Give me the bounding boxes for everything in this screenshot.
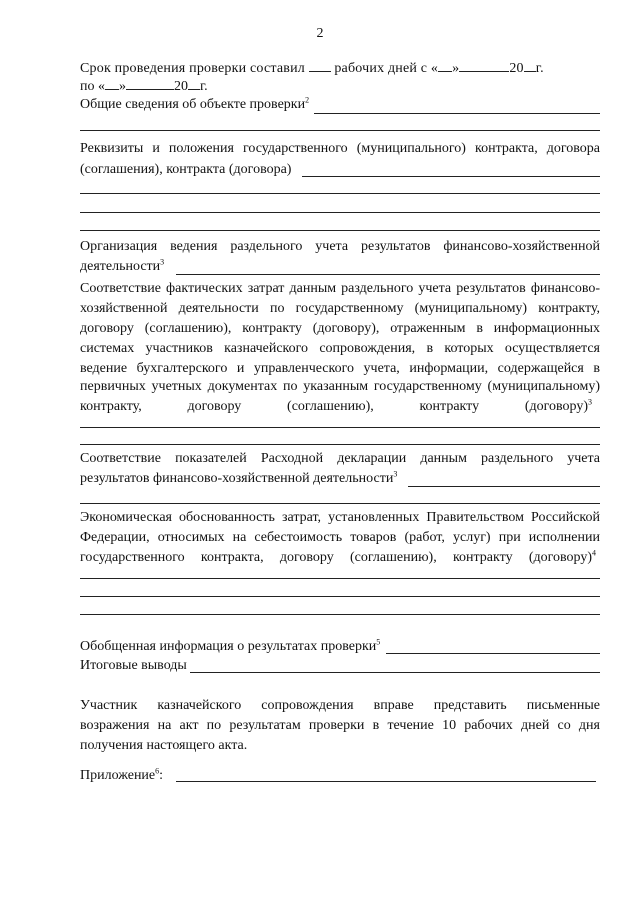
- appendix-text: Приложение: [80, 768, 156, 783]
- separate-accounting-text: деятельности: [80, 259, 161, 274]
- cost-conformity-rule-1: [80, 427, 600, 428]
- conclusions-label: Итоговые выводы: [80, 658, 187, 673]
- separate-accounting-fill-line: [176, 274, 600, 275]
- declaration-fill-line: [408, 486, 600, 487]
- general-info-rule: [80, 130, 600, 131]
- footnote-ref: 3: [588, 397, 592, 407]
- term-day-blank: [438, 60, 452, 72]
- term-to-month-blank: [126, 78, 174, 90]
- footnote-ref: 4: [592, 548, 596, 558]
- contract-details-fill-line: [302, 176, 600, 177]
- term-text-c: »: [452, 61, 460, 76]
- conclusions-fill-line: [190, 672, 600, 673]
- economic-rule-3: [80, 614, 600, 615]
- objections-line-1: Участник казначейского сопровождения вправе представить письменные: [80, 698, 600, 713]
- footnote-ref: 3: [393, 469, 398, 479]
- page-number: 2: [316, 26, 324, 41]
- term-to-year-blank: [188, 78, 200, 90]
- declaration-line-1: Соответствие показателей Расходной декларации данным раздельного учета: [80, 451, 600, 466]
- economic-text-3: государственного контракта, договору (соглашению), контракту (договору): [80, 550, 592, 565]
- contract-details-rule-1: [80, 193, 600, 194]
- footnote-ref: 2: [305, 95, 310, 105]
- economic-rule-2: [80, 596, 600, 597]
- economic-rule-1: [80, 578, 600, 579]
- term-text-b: рабочих дней с «: [334, 61, 439, 76]
- term-year-blank: [524, 60, 536, 72]
- objections-line-3: получения настоящего акта.: [80, 738, 248, 753]
- cost-conformity-line-3: договору (соглашению), контракту (договору), отраженным в информационных: [80, 321, 600, 336]
- summary-text: Обобщенная информация о результатах проверки: [80, 639, 377, 654]
- cost-conformity-line-7: [80, 398, 596, 416]
- term-to-prefix: по «: [80, 79, 105, 94]
- term-days-blank: [309, 60, 331, 72]
- contract-details-line-1: Реквизиты и положения государственного (муниципального) контракта, договора: [80, 141, 600, 156]
- objections-line-2: возражения на акт по результатам проверки в течение 10 рабочих дней со дня: [80, 718, 600, 733]
- inspection-term-line-2: [80, 78, 600, 96]
- general-info-fill-line: [314, 113, 600, 114]
- cost-conformity-text-7: контракту, договору (соглашению), контракту (договору): [80, 399, 588, 414]
- economic-line-2: Федерации, относимых на себестоимость товаров (работ, услуг) при исполнении: [80, 530, 600, 545]
- inspection-term-line-1: [80, 60, 600, 78]
- term-year-prefix: 20: [509, 61, 524, 76]
- appendix-label: [80, 767, 600, 785]
- separate-accounting-line-1: Организация ведения раздельного учета результатов финансово-хозяйственной: [80, 239, 600, 254]
- cost-conformity-line-5: ведение бухгалтерского и управленческого учета, информации, содержащейся в: [80, 361, 600, 376]
- contract-details-line-2: (соглашения), контракта (договора): [80, 162, 292, 177]
- cost-conformity-line-4: системах участников казначейского сопровождения, в которых осуществляется: [80, 341, 600, 356]
- cost-conformity-line-1: Соответствие фактических затрат данным раздельного учета результатов финансово-: [80, 281, 600, 296]
- term-to-day-blank: [105, 78, 119, 90]
- term-month-blank: [459, 60, 509, 72]
- footnote-ref: 3: [160, 257, 165, 267]
- cost-conformity-line-6: первичных учетных документах по указанным государственному (муниципальному): [80, 379, 600, 394]
- term-to-quote: »: [119, 79, 126, 94]
- appendix-fill-line: [176, 781, 596, 782]
- term-text-a: Срок проведения проверки составил: [80, 61, 305, 76]
- appendix-colon: :: [159, 768, 164, 783]
- economic-line-3: [80, 549, 600, 567]
- general-info-label: [80, 96, 600, 114]
- general-info-text: Общие сведения об объекте проверки: [80, 97, 306, 112]
- term-year-suffix: г.: [535, 61, 544, 76]
- term-to-year-suffix: г.: [200, 79, 208, 94]
- cost-conformity-line-2: хозяйственной деятельности по государственному (муниципальному) контракту,: [80, 301, 600, 316]
- declaration-text: результатов финансово-хозяйственной деятельности: [80, 471, 394, 486]
- declaration-rule: [80, 503, 600, 504]
- cost-conformity-rule-2: [80, 444, 600, 445]
- economic-line-1: Экономическая обоснованность затрат, установленных Правительством Российской: [80, 510, 600, 525]
- term-to-year-prefix: 20: [174, 79, 188, 94]
- summary-fill-line: [386, 653, 600, 654]
- contract-details-rule-3: [80, 230, 600, 231]
- footnote-ref: 6: [155, 766, 160, 776]
- contract-details-rule-2: [80, 212, 600, 213]
- footnote-ref: 5: [376, 637, 381, 647]
